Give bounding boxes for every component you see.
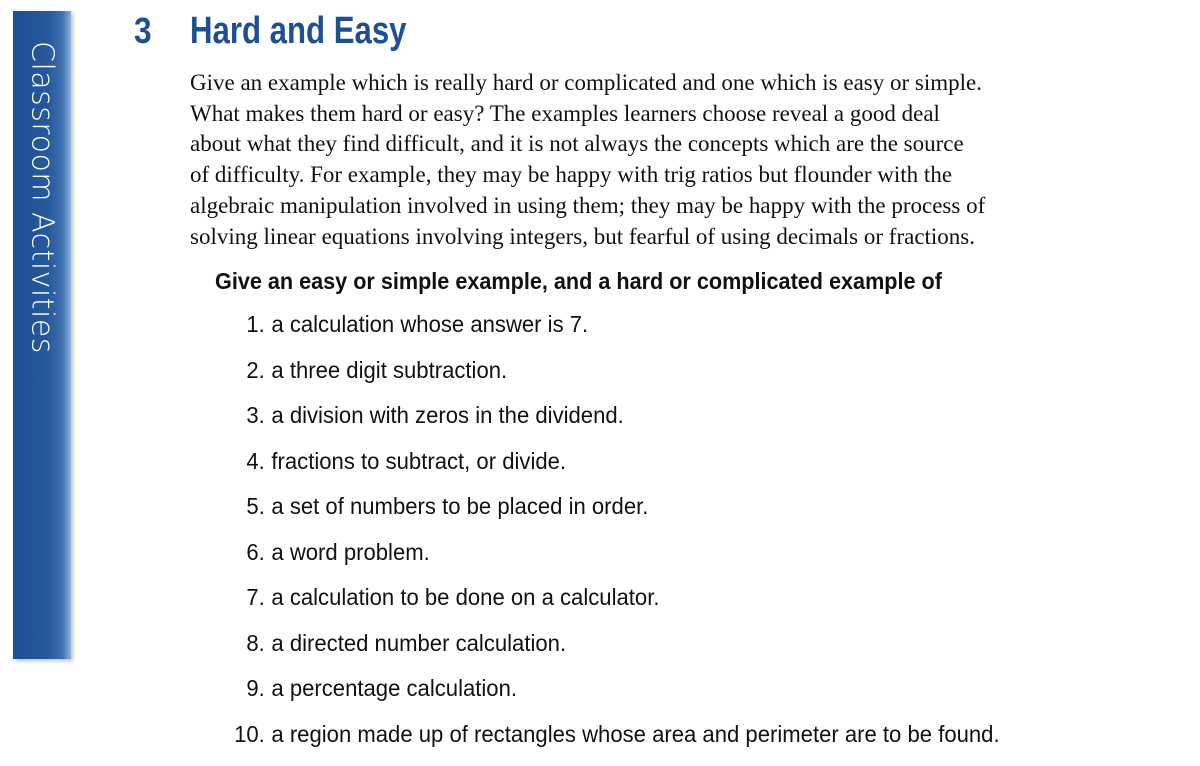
list-item-text: a word problem.: [271, 539, 429, 565]
intro-line: of difficulty. For example, they may be happy with trig ratios but flounder with the: [190, 160, 1180, 191]
list-item-number: 6.: [215, 539, 271, 566]
list-item-number: 5.: [215, 493, 271, 520]
sidebar-banner: [13, 11, 71, 659]
list-item-number: 4.: [215, 448, 271, 475]
list-item-number: 2.: [215, 357, 271, 384]
list-item-number: 1.: [215, 311, 271, 338]
intro-line: solving linear equations involving integers, but fearful of using decimals or fractions.: [190, 222, 1180, 253]
list-item: [215, 311, 1000, 357]
list-item: [215, 448, 1000, 494]
list-item: [215, 721, 1000, 766]
list-item-number: 3.: [215, 402, 271, 429]
list-item-text: a directed number calculation.: [271, 630, 566, 656]
list-item: [215, 630, 1000, 676]
list-item: [215, 493, 1000, 539]
section-title: Hard and Easy: [190, 10, 406, 53]
list-item-number: 10.: [215, 721, 271, 748]
intro-line: What makes them hard or easy? The examples learners choose reveal a good deal: [190, 99, 1180, 130]
list-item: [215, 357, 1000, 403]
list-item: [215, 584, 1000, 630]
list-item-number: 7.: [215, 584, 271, 611]
list-item: [215, 539, 1000, 585]
list-item-number: 8.: [215, 630, 271, 657]
list-item-number: 9.: [215, 675, 271, 702]
list-item-text: a three digit subtraction.: [271, 357, 507, 383]
intro-paragraph: [190, 68, 1180, 252]
list-item: [215, 675, 1000, 721]
intro-line: about what they find difficult, and it is not always the concepts which are the source: [190, 129, 1180, 160]
intro-line: Give an example which is really hard or complicated and one which is easy or simple.: [190, 68, 1180, 99]
list-item-text: fractions to subtract, or divide.: [271, 448, 566, 474]
list-item-text: a calculation to be done on a calculator.: [271, 584, 659, 610]
list-item-text: a region made up of rectangles whose area and perimeter are to be found.: [271, 721, 999, 747]
activity-prompt: Give an easy or simple example, and a hard or complicated example of: [215, 268, 942, 295]
list-item-text: a calculation whose answer is 7.: [271, 311, 588, 337]
list-item: [215, 402, 1000, 448]
list-item-text: a division with zeros in the dividend.: [271, 402, 623, 428]
list-item-text: a percentage calculation.: [271, 675, 517, 701]
section-number: 3: [134, 10, 152, 52]
example-list: [215, 311, 1050, 766]
list-item-text: a set of numbers to be placed in order.: [271, 493, 648, 519]
sidebar-label: Classroom Activities: [25, 41, 60, 354]
intro-line: algebraic manipulation involved in using them; they may be happy with the process of: [190, 191, 1180, 222]
